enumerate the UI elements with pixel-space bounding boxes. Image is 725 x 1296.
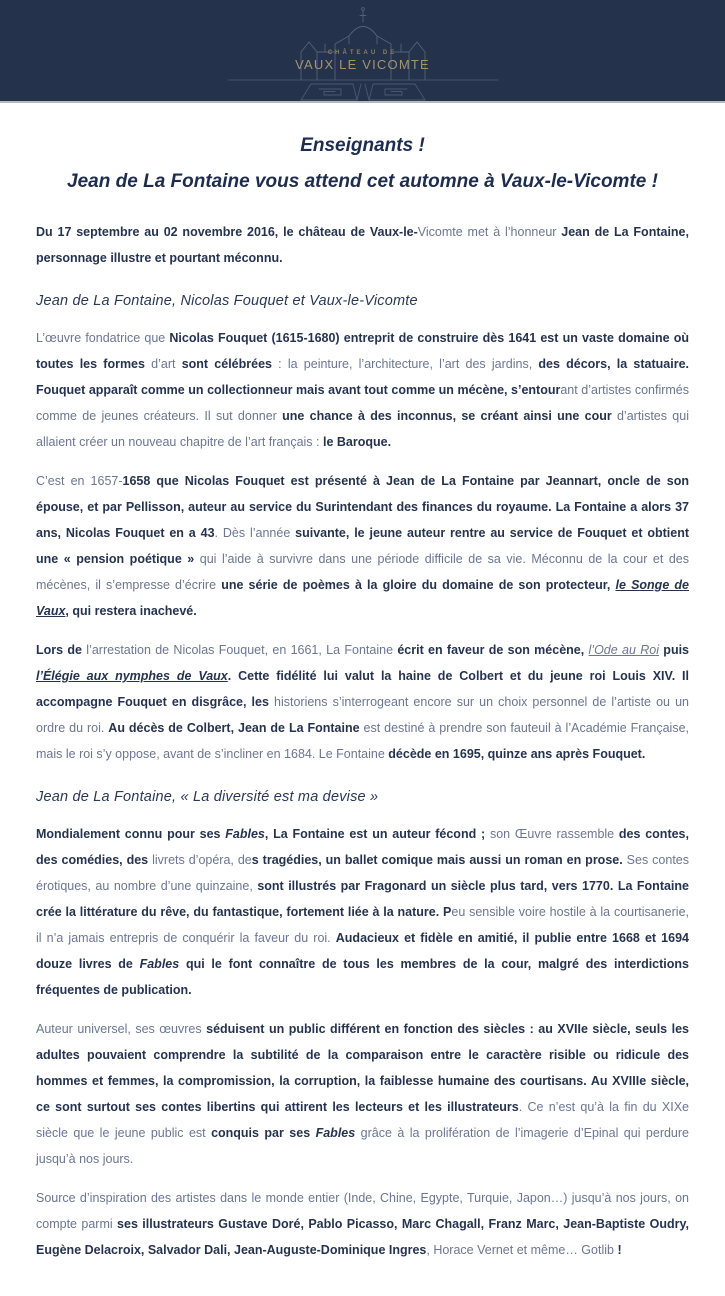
page-header — [0, 0, 725, 103]
text-segment: historiens s’interrogeant encore sur un choix personnel de l’artiste ou un ordre du roi. — [36, 695, 689, 735]
text-segment: ant d’artistes confirmés comme de jeunes créateurs. Il sut donner — [36, 383, 689, 423]
text-segment: . Dès l’année — [214, 526, 296, 540]
paragraph — [36, 821, 689, 1003]
text-segment: d’artistes qui allaient créer un nouveau chapitre de l’art français : — [36, 409, 689, 449]
inline-link[interactable]: le Songe de Vaux — [36, 578, 689, 618]
inline-link[interactable]: l’Ode au Roi — [588, 643, 659, 657]
text-segment: Auteur universel, ses œuvres — [36, 1022, 207, 1036]
logo-title: VAUX LE VICOMTE — [295, 57, 430, 72]
text-segment: Du 17 septembre au 02 novembre 2016, le château de Vaux-le- — [36, 225, 418, 239]
paragraph — [36, 219, 689, 271]
text-segment: suivante, le jeune auteur rentre au service de Fouquet et obtient une « pension poétique » — [36, 526, 689, 566]
text-segment: L’œuvre fondatrice que — [36, 331, 170, 345]
page-title-line2: Jean de La Fontaine vous attend cet automne à Vaux-le-Vicomte ! — [67, 171, 658, 192]
text-segment: qui l’aide à survivre dans une période difficile de sa vie. Méconnu de la cour et des mécènes, il s’empresse d’écrire — [36, 552, 689, 592]
text-segment: , Horace Vernet et même… Gotlib — [426, 1243, 618, 1257]
paragraph — [36, 1016, 689, 1172]
inline-link[interactable]: l’Élégie aux nymphes de Vaux — [36, 669, 228, 683]
text-segment: 1658 que Nicolas Fouquet est présenté à Jean de La Fontaine par Jeannart, oncle de son épouse, et par Pellisson, auteur au service du Surintendant des finances du royaume. La Fontaine a alors 37 ans, Nicolas Fouquet en a 43 — [36, 474, 689, 540]
text-segment: grâce à la prolifération de l’imagerie d’Epinal qui perdure jusqu’à nos jours. — [36, 1126, 689, 1166]
page-title-line1: Enseignants ! — [300, 135, 425, 156]
text-segment: , qui restera inachevé. — [65, 604, 197, 618]
text-segment: Source d’inspiration des artistes dans le monde entier (Inde, Chine, Egypte, Turquie, Japon…) jusqu’à nos jours, on compte parmi — [36, 1191, 689, 1231]
text-segment: Jean de La Fontaine, personnage illustre et pourtant méconnu. — [36, 225, 689, 265]
text-segment: conquis par ses — [211, 1126, 316, 1140]
text-segment: puis — [659, 643, 690, 657]
text-segment: des décors, la statuaire. Fouquet apparaît comme un collectionneur mais avant tout comme un mécène, s’entour — [36, 357, 690, 397]
document-body — [36, 219, 689, 1263]
text-segment: ! — [617, 1243, 622, 1257]
text-segment: s tragédies, un ballet comique mais aussi un roman en prose. — [251, 853, 627, 867]
text-segment: Ses contes érotiques, au nombre d’une quinzaine, — [36, 853, 689, 893]
vaux-le-vicomte-logo — [213, 0, 513, 103]
logo-subtitle: CHÂTEAU DE — [327, 50, 398, 56]
text-segment: ses illustrateurs Gustave Doré, Pablo Picasso, Marc Chagall, Franz Marc, Jean-Baptiste Oudry, Eugène Delacroix, Salvador Dali, Jean-Auguste-Dominique Ingres — [36, 1217, 689, 1257]
text-segment: Mondialement connu pour ses — [36, 827, 226, 841]
text-segment: livrets d’opéra, de — [152, 853, 252, 867]
paragraph — [36, 1185, 689, 1263]
paragraph — [36, 468, 689, 624]
text-segment: d’art — [151, 357, 182, 371]
text-segment: Lors de — [36, 643, 87, 657]
text-segment: des contes, des comédies, des — [36, 827, 689, 867]
text-segment: C’est en 1657- — [36, 474, 123, 488]
text-segment: , La Fontaine est un auteur fécond ; — [264, 827, 490, 841]
text-segment: Fables — [315, 1126, 361, 1140]
text-segment: Fables — [225, 827, 265, 841]
section-heading: Jean de La Fontaine, « La diversité est ma devise » — [36, 789, 379, 805]
text-segment: Fables — [139, 957, 180, 971]
text-segment: l’arrestation de Nicolas Fouquet, en 1661, La Fontaine — [86, 643, 398, 657]
text-segment: écrit en faveur de son mécène, — [397, 643, 589, 657]
text-segment: eu sensible voire hostile à la courtisanerie, il n’a jamais entrepris de conquérir la faveur du roi. — [36, 905, 689, 945]
text-segment: sont illustrés par Fragonard un siècle plus tard, vers 1770. La Fontaine crée la littérature du rêve, du fantastique, fortement liée à la nature. P — [36, 879, 689, 919]
text-segment: Nicolas Fouquet (1615-1680) entreprit de construire dès 1641 est un vaste domaine où toutes les formes — [36, 331, 689, 371]
text-segment: : la peinture, l’architecture, l’art des jardins, — [271, 357, 539, 371]
text-segment: le Baroque. — [322, 435, 392, 449]
text-segment: Vicomte met à l’honneur — [417, 225, 562, 239]
text-segment: est destiné à prendre son fauteuil à l’Académie Française, mais le roi s’y oppose, avant de s’incliner en 1684. Le Fontaine — [36, 721, 689, 761]
paragraph — [36, 637, 689, 767]
text-segment: une chance à des inconnus, se créant ainsi une cour — [282, 409, 617, 423]
text-segment: son Œuvre rassemble — [489, 827, 619, 841]
text-segment: sont célébrées — [181, 357, 272, 371]
text-segment: séduisent un public différent en fonction des siècles : au XVIIe siècle, seuls les adultes pouvaient comprendre la subtilité de la comparaison entre le caractère risible ou ridicule des hommes et femmes, la compromission, la corruption, la faiblesse humaine des courtisans. Au XVIIIe siècle, ce sont surtout ses contes libertins qui attirent les lecteurs et les illustrateurs — [36, 1022, 689, 1114]
text-segment: qui le font connaître de tous les membres de la cour, malgré des interdictions fréquentes de publication. — [36, 957, 689, 997]
text-segment: . Ce n’est qu’à la fin du XIXe siècle que le jeune public est — [36, 1100, 689, 1140]
document-content — [0, 103, 725, 1296]
text-segment: . Cette fidélité lui valut la haine de Colbert et du jeune roi Louis XIV. Il accompagne Fouquet en disgrâce, les — [36, 669, 690, 709]
text-segment: Au décès de Colbert, Jean de La Fontaine — [108, 721, 364, 735]
text-segment: une série de poèmes à la gloire du domaine de son protecteur, — [221, 578, 616, 592]
paragraph — [36, 325, 689, 455]
text-segment: Audacieux et fidèle en amitié, il publie entre 1668 et 1694 douze livres de — [36, 931, 689, 971]
section-heading: Jean de La Fontaine, Nicolas Fouquet et Vaux-le-Vicomte — [36, 293, 418, 309]
text-segment: décède en 1695, quinze ans après Fouquet. — [388, 747, 646, 761]
